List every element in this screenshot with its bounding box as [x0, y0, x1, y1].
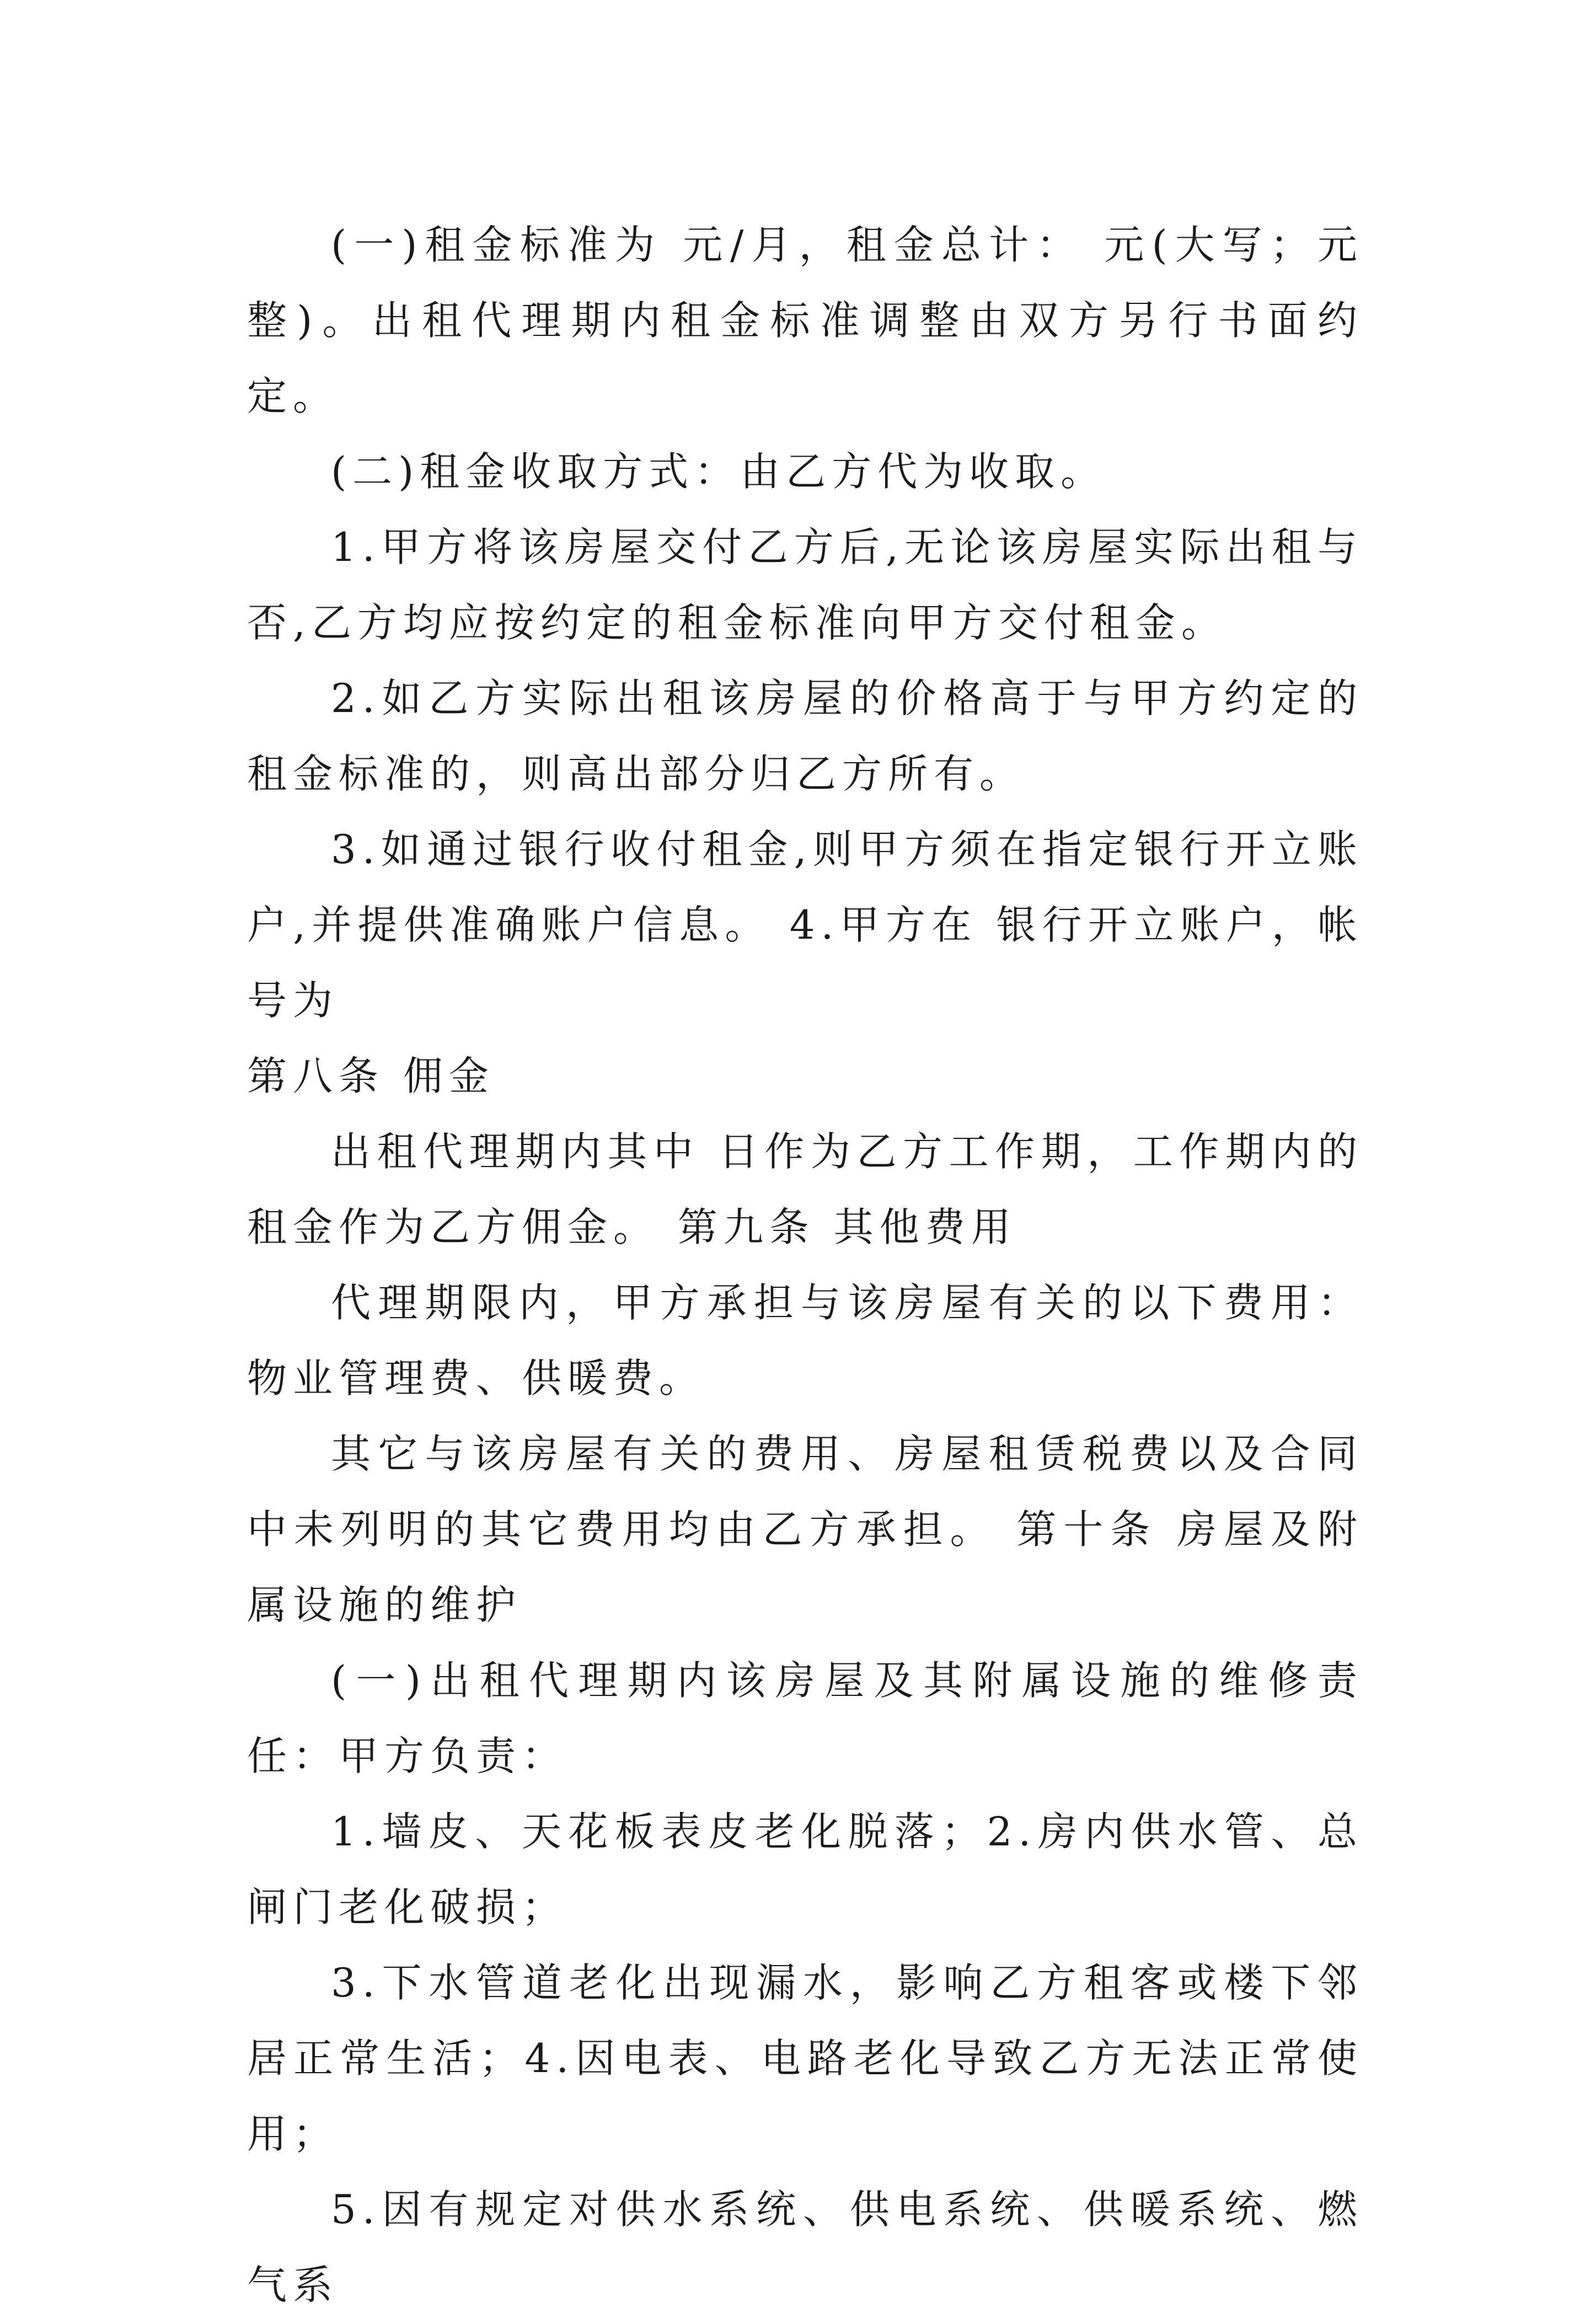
- paragraph-maintenance-3-4: 3.下水管道老化出现漏水，影响乙方租客或楼下邻居正常生活；4.因电表、电路老化导致乙方无法正常使用；: [247, 1960, 1363, 2157]
- paragraph-maintenance-1-2: 1.墙皮、天花板表皮老化脱落；2.房内供水管、总闸门老化破损；: [247, 1808, 1363, 1930]
- paragraph-rent-collection: (二)租金收取方式：由乙方代为收取。: [331, 448, 1107, 495]
- paragraph-item-3: 3.如通过银行收付租金,则甲方须在指定银行开立账户,并提供准确账户信息。 4.甲方在 银行开立账户，帐号为: [247, 826, 1363, 1024]
- paragraph-item-1: 1.甲方将该房屋交付乙方后,无论该房屋实际出租与否,乙方均应按约定的租金标准向甲方交付租金。: [247, 524, 1363, 646]
- paragraph-rent-standard: (一)租金标准为 元/月，租金总计： 元(大写；元整)。出租代理期内租金标准调整由双方另行书面约定。: [247, 222, 1363, 419]
- paragraph-item-2: 2.如乙方实际出租该房屋的价格高于与甲方约定的租金标准的，则高出部分归乙方所有。: [247, 675, 1363, 797]
- paragraph-commission: 出租代理期内其中 日作为乙方工作期，工作期内的租金作为乙方佣金。 第九条 其他费用: [247, 1128, 1363, 1250]
- paragraph-maintenance-duty: (一)出租代理期内该房屋及其附属设施的维修责任：甲方负责：: [247, 1657, 1363, 1779]
- article-8-heading: 第八条 佣金: [247, 1053, 495, 1099]
- paragraph-fees-party-a: 代理期限内，甲方承担与该房屋有关的以下费用：物业管理费、供暖费。: [247, 1280, 1363, 1401]
- paragraph-maintenance-5: 5.因有规定对供水系统、供电系统、供暖系统、燃气系: [247, 2186, 1363, 2308]
- document-body: [247, 207, 1363, 2323]
- paragraph-fees-party-b: 其它与该房屋有关的费用、房屋租赁税费以及合同中未列明的其它费用均由乙方承担。 第十条 房屋及附属设施的维护: [247, 1431, 1363, 1628]
